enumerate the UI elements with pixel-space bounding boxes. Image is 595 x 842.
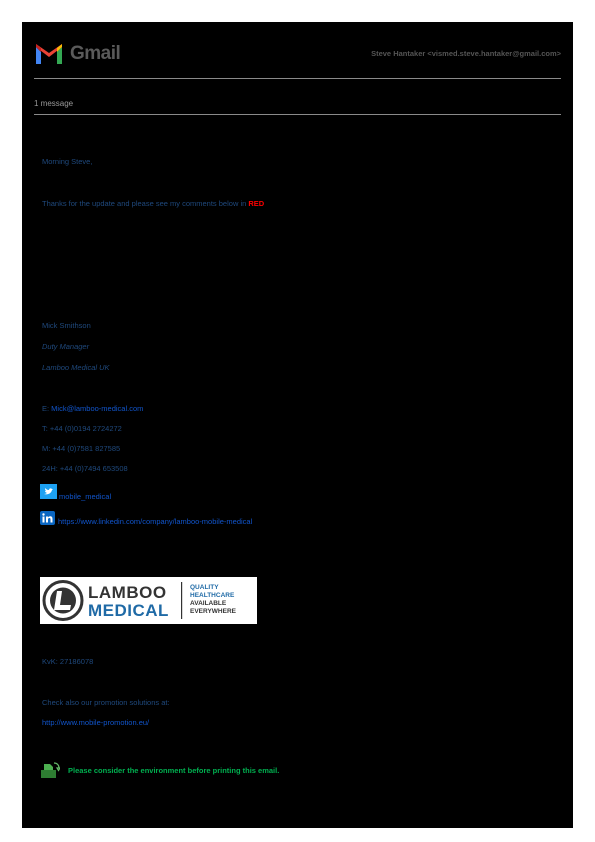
- gmail-wordmark: Gmail: [70, 43, 121, 64]
- email-label: E:: [42, 404, 52, 413]
- signature-email-line: [42, 404, 143, 413]
- twitter-link[interactable]: mobile_medical: [59, 492, 112, 501]
- recycle-print-icon: [40, 761, 60, 779]
- signature-24h: 24H: +44 (0)7494 653508: [42, 464, 128, 473]
- intro-line: [42, 199, 264, 208]
- intro-text: Thanks for the update and please see my comments below in: [42, 199, 249, 208]
- signature-company: Lamboo Medical UK: [42, 363, 110, 372]
- gmail-logo: [34, 42, 120, 66]
- signature-title: Duty Manager: [42, 342, 90, 351]
- lamboo-wordmark-line1: LAMBOO: [88, 583, 167, 602]
- tagline-4: EVERYWHERE: [190, 608, 236, 615]
- signature-phone: T: +44 (0)0194 2724272: [42, 424, 122, 433]
- greeting: Morning Steve,: [42, 157, 93, 166]
- linkedin-link[interactable]: https://www.linkedin.com/company/lamboo-mobile-medical: [58, 517, 253, 526]
- environment-notice: [40, 760, 279, 780]
- signature-name: Mick Smithson: [42, 321, 91, 330]
- thread-divider: [34, 114, 561, 115]
- account-address: Steve Hantaker <vismed.steve.hantaker@gmail.com>: [371, 49, 561, 58]
- kvk-number: KvK: 27186078: [42, 657, 94, 666]
- promo-link[interactable]: http://www.mobile-promotion.eu/: [42, 718, 150, 727]
- promo-label: Check also our promotion solutions at:: [42, 698, 170, 707]
- lamboo-wordmark-line2: MEDICAL: [88, 601, 169, 620]
- red-highlight: RED: [248, 199, 265, 208]
- email-print-page: [22, 22, 573, 828]
- signature-mobile: M: +44 (0)7581 827585: [42, 444, 121, 453]
- tagline-1: QUALITY: [190, 584, 219, 591]
- env-notice-text: Please consider the environment before printing this email.: [68, 765, 280, 775]
- header-divider: [34, 78, 561, 79]
- gmail-m-icon: [34, 43, 64, 65]
- tagline-2: HEALTHCARE: [190, 592, 235, 599]
- tagline-3: AVAILABLE: [190, 600, 227, 607]
- email-link[interactable]: Mick@lamboo-medical.com: [51, 404, 144, 413]
- lamboo-medical-logo: [40, 577, 257, 624]
- lamboo-tagline: [190, 584, 236, 616]
- message-count: 1 message: [34, 99, 74, 108]
- twitter-icon[interactable]: [40, 484, 57, 499]
- linkedin-icon[interactable]: [40, 511, 55, 525]
